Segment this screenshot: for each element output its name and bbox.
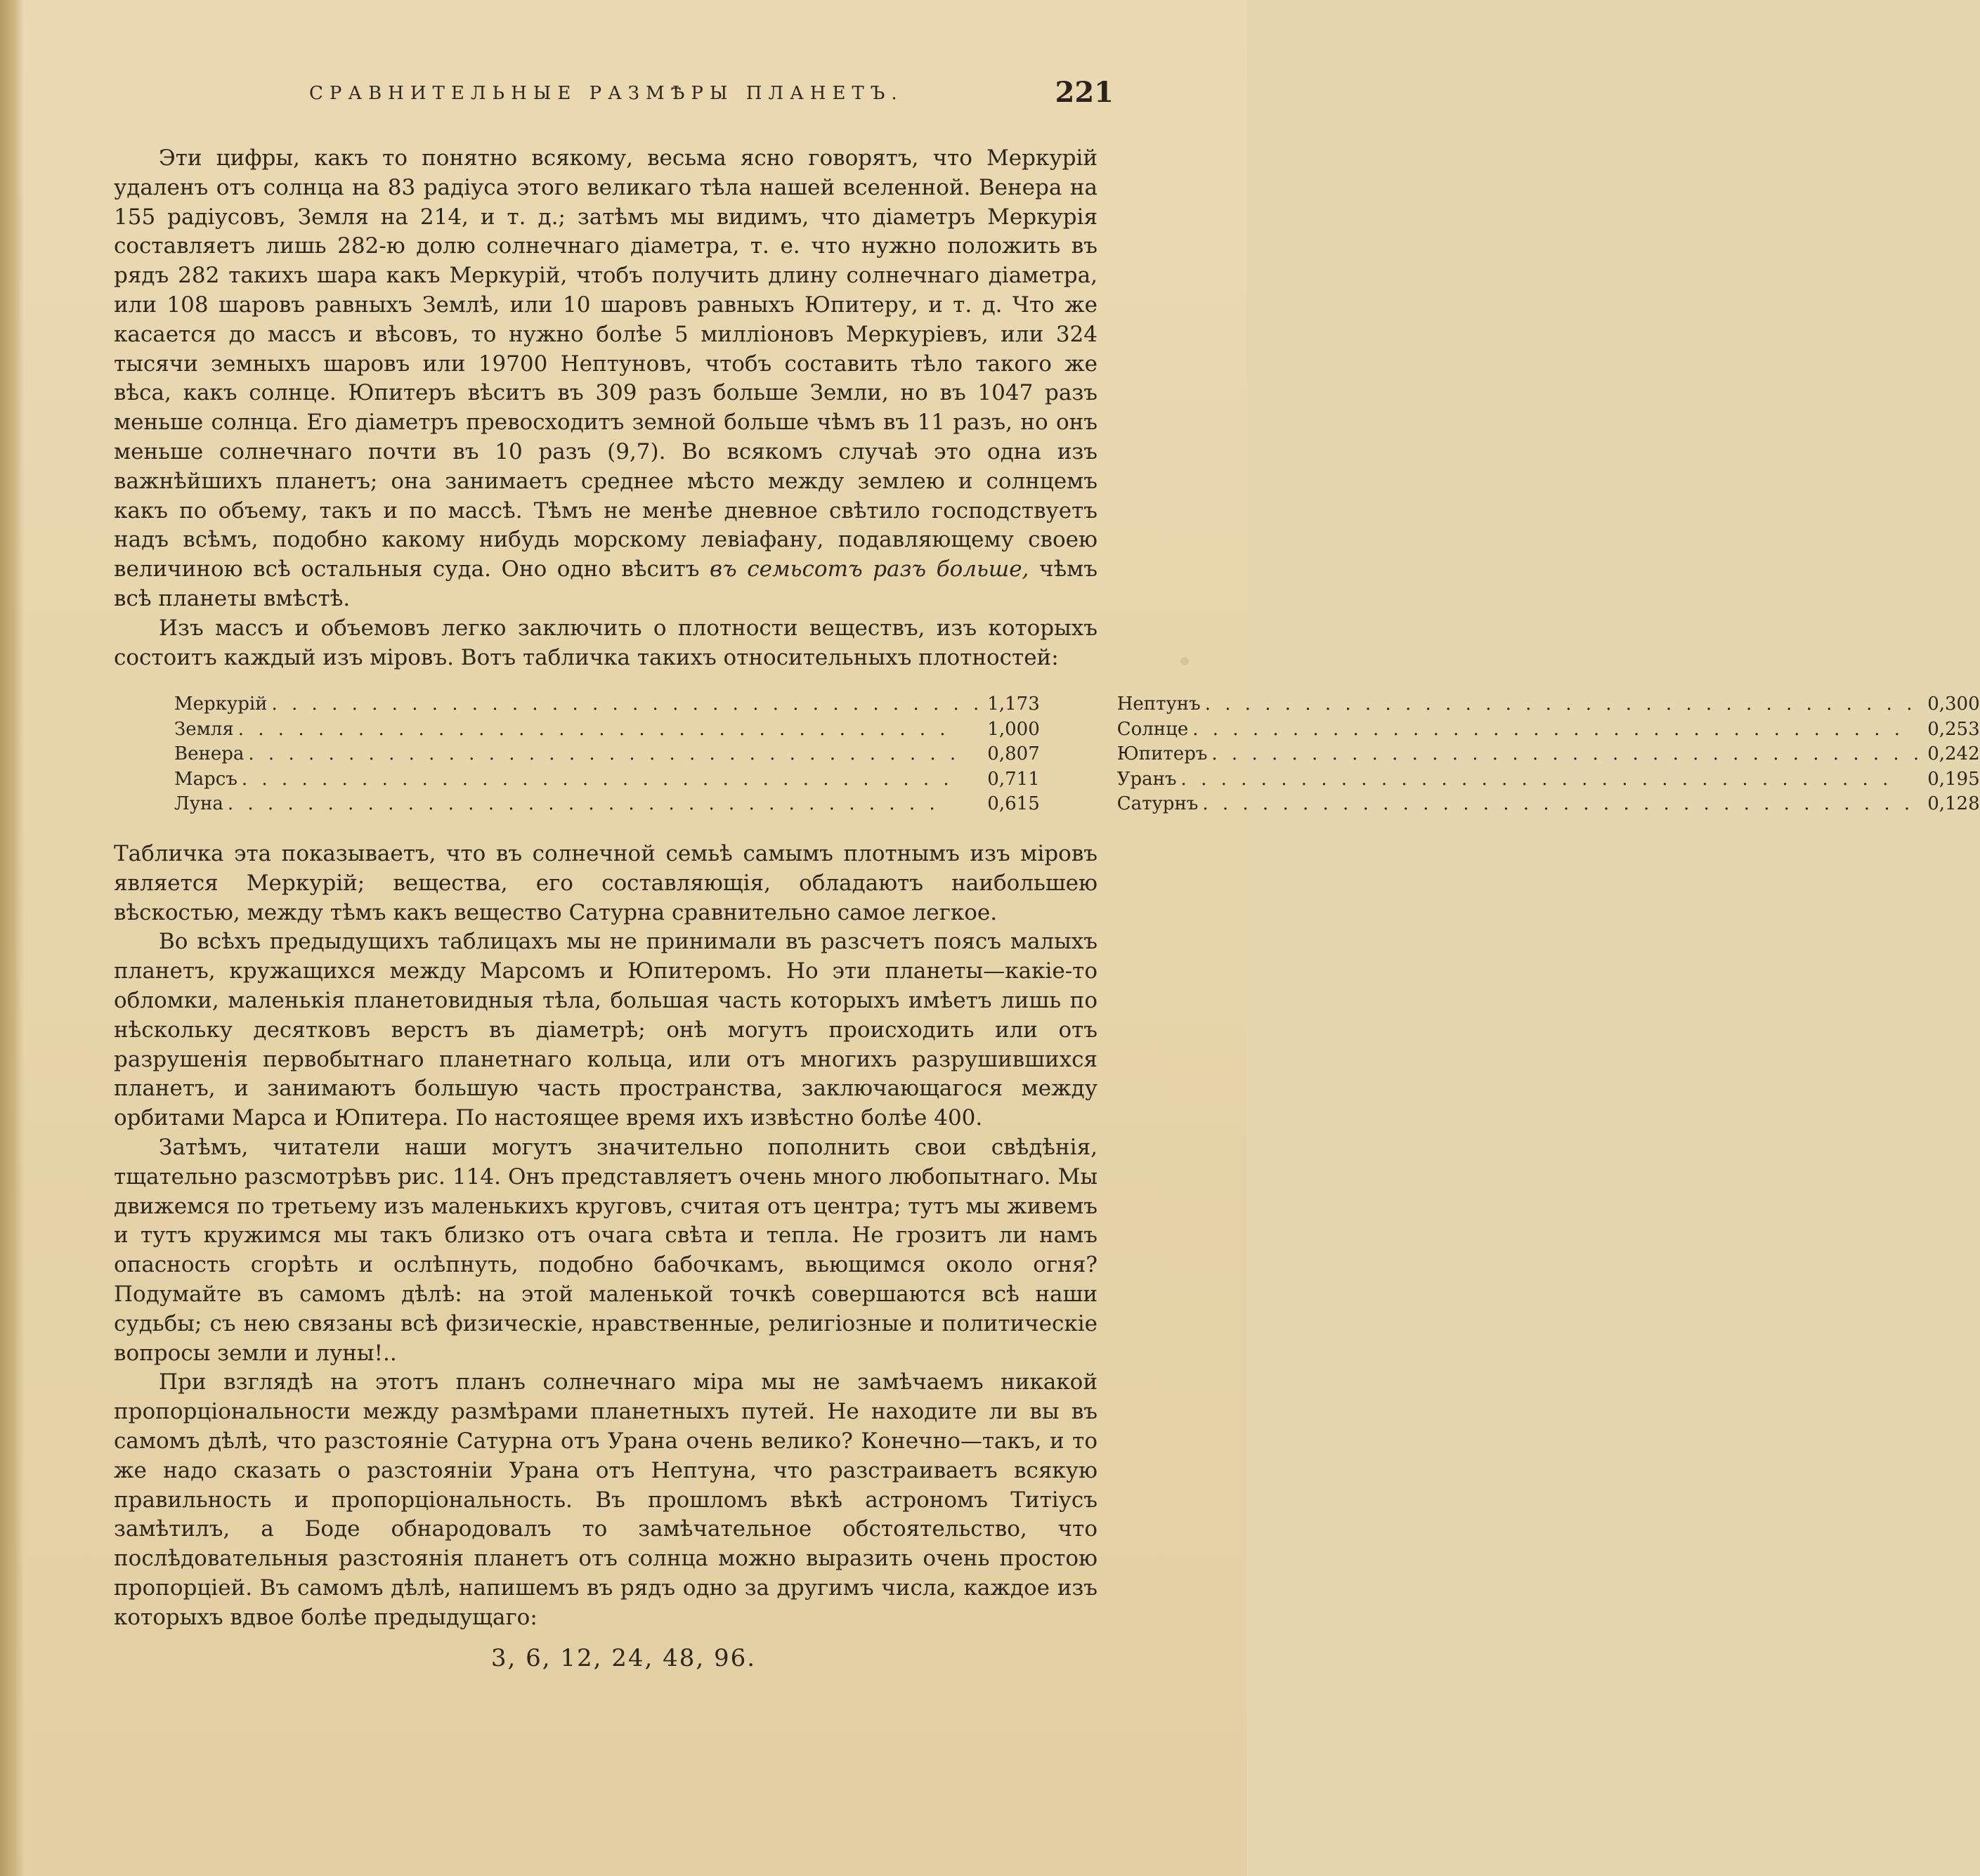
paragraph: Затѣмъ, читатели наши могутъ значительно пополнить свои свѣдѣнія, тщательно разсмотрѣвъ рис. 114. Онъ представляетъ очень много любопытнаго. Мы движемся по третьему изъ маленькихъ круговъ, считая отъ центра; тутъ мы живемъ и тутъ кружимся мы такъ близко отъ очага свѣта и тепла. Не грозитъ ли намъ опасность сгорѣть и ослѣпнуть, подобно бабочкамъ, вьющимся около огня? Подумайте въ самомъ дѣлѣ: на этой маленькой точкѣ совершаются всѣ наши судьбы; съ нею связаны всѣ физическіе, нравственные, религіозные и политическіе вопросы земли и луны!.. [114, 1134, 1098, 1366]
page-number: 221 [1055, 76, 1114, 109]
density-table [174, 692, 1980, 817]
table-row [1117, 792, 1980, 817]
leader-dots [1192, 717, 1923, 743]
leader-dots [1211, 742, 1923, 767]
table-row [174, 692, 1040, 717]
planet-name: Луна [174, 793, 223, 814]
leader-dots [228, 792, 983, 817]
density-table-left-column [174, 692, 1040, 817]
paragraph-text-tail: чѣмъ всѣ планеты вмѣстѣ. [114, 556, 1098, 611]
density-value: 0,128 [1927, 793, 1980, 814]
paragraph: При взглядѣ на этотъ планъ солнечнаго міра мы не замѣчаемъ никакой пропорціональности между размѣрами планетныхъ путей. Не находите ли вы въ самомъ дѣлѣ, что разстояніе Сатурна отъ Урана очень велико? Конечно—такъ, и то же надо сказать о разстояніи Урана отъ Нептуна, что разстраиваетъ всякую правильность и пропорціональность. Въ прошломъ вѣкѣ астрономъ Титіусъ замѣтилъ, а Боде обнародовалъ то замѣчательное обстоятельство, что послѣдовательныя разстоянія планетъ отъ солнца можно выразить очень простою пропорціей. Въ самомъ дѣлѣ, напишемъ въ рядъ одно за другимъ числа, каждое изъ которыхъ вдвое болѣе предыдущаго: [114, 1369, 1098, 1630]
density-value: 0,195 [1927, 768, 1980, 790]
planet-name: Солнце [1116, 718, 1189, 740]
table-row [1117, 767, 1980, 793]
table-row [174, 742, 1040, 767]
running-head: СРАВНИТЕЛЬНЫЕ РАЗМѢРЫ ПЛАНЕТЪ. [309, 83, 904, 104]
density-value: 0,807 [987, 743, 1040, 764]
body-text-upper [114, 144, 1098, 672]
paragraph: Во всѣхъ предыдущихъ таблицахъ мы не принимали въ разсчетъ поясъ малыхъ планетъ, кружащихся между Марсомъ и Юпитеромъ. Но эти планеты—какіе-то обломки, маленькія планетовидныя тѣла, большая часть которыхъ имѣетъ лишь по нѣскольку десятковъ верстъ въ діаметрѣ; онѣ могутъ происходить или отъ разрушенія первобытнаго планетнаго кольца, или отъ многихъ разрушившихся планетъ, и занимаютъ большую часть пространства, заключающагося между орбитами Марса и Юпитера. По настоящее время ихъ извѣстно болѣе 400. [114, 929, 1098, 1131]
planet-name: Сатурнъ [1116, 793, 1199, 814]
planet-name: Земля [174, 718, 234, 740]
density-value: 0,253 [1927, 718, 1980, 740]
table-row [174, 767, 1040, 793]
leader-dots [1181, 767, 1924, 793]
paragraph [114, 144, 1098, 614]
paragraph: Изъ массъ и объемовъ легко заключить о плотности веществъ, изъ которыхъ состоитъ каждый изъ міровъ. Вотъ табличка такихъ относительныхъ плотностей: [114, 615, 1098, 670]
leader-dots [272, 692, 984, 717]
paragraph-italic: въ семьсотъ разъ больше, [710, 556, 1029, 582]
body-text-lower [114, 840, 1098, 1633]
density-value: 0,242 [1927, 743, 1980, 764]
paragraph-text: Эти цифры, какъ то понятно всякому, весьма ясно говорятъ, что Меркурій удаленъ отъ солнца на 83 радіуса этого великаго тѣла нашей вселенной. Венера на 155 радіусовъ, Земля на 214, и т. д.; затѣмъ мы видимъ, что діаметръ Меркурія составляетъ лишь 282-ю долю солнечнаго діаметра, т. е. что нужно положить въ рядъ 282 такихъ шара какъ Меркурій, чтобъ получить длину солнечнаго діаметра, или 108 шаровъ равныхъ Землѣ, или 10 шаровъ равныхъ Юпитеру, и т. д. Что же касается до массъ и вѣсовъ, то нужно болѣе 5 милліоновъ Меркуріевъ, или 324 тысячи земныхъ шаровъ или 19700 Нептуновъ, чтобъ составить тѣло такого же вѣса, какъ солнце. Юпитеръ вѣситъ въ 309 разъ больше Земли, но въ 1047 разъ меньше солнца. Его діаметръ превосходитъ земной больше чѣмъ въ 11 разъ, но онъ меньше солнечнаго почти въ 10 разъ (9,7). Во всякомъ случаѣ это одна изъ важнѣйшихъ планетъ; она занимаетъ среднее мѣсто между землею и солнцемъ какъ по объему, такъ и по массѣ. Тѣмъ не менѣе дневное свѣтило господствуетъ надъ всѣмъ, подобно какому нибудь морскому левіафану, подавляющему своею величиною всѣ остальныя суда. Оно одно вѣситъ [114, 145, 1098, 582]
page-header [112, 76, 1114, 118]
leader-dots [248, 742, 983, 767]
paper-stain [1180, 657, 1189, 665]
leader-dots [1202, 792, 1923, 817]
planet-name: Уранъ [1116, 768, 1177, 790]
density-value: 0,711 [987, 768, 1040, 790]
density-value: 1,000 [987, 718, 1040, 740]
leader-dots [242, 767, 983, 793]
table-row [1117, 692, 1980, 717]
density-value: 0,615 [987, 793, 1040, 814]
leader-dots [238, 717, 984, 743]
leader-dots [1205, 692, 1924, 717]
density-table-right-column [1117, 692, 1980, 817]
number-sequence: 3, 6, 12, 24, 48, 96. [490, 1644, 757, 1672]
paragraph: Табличка эта показываетъ, что въ солнечной семьѣ самымъ плотнымъ изъ міровъ является Меркурій; вещества, его составляющія, обладаютъ наибольшею вѣскостью, между тѣмъ какъ вещество Сатурна сравнительно самое легкое. [114, 841, 1098, 925]
planet-name: Нептунъ [1116, 693, 1201, 715]
planet-name: Венера [174, 743, 245, 764]
table-row [1117, 742, 1980, 767]
planet-name: Марсъ [174, 768, 237, 790]
page-spine-shadow [0, 0, 24, 1876]
planet-name: Юпитеръ [1116, 743, 1208, 764]
table-row [174, 717, 1040, 743]
planet-name: Меркурій [174, 693, 268, 715]
table-row [1117, 717, 1980, 743]
density-value: 0,300 [1927, 693, 1980, 715]
density-value: 1,173 [987, 693, 1040, 715]
table-row [174, 792, 1040, 817]
